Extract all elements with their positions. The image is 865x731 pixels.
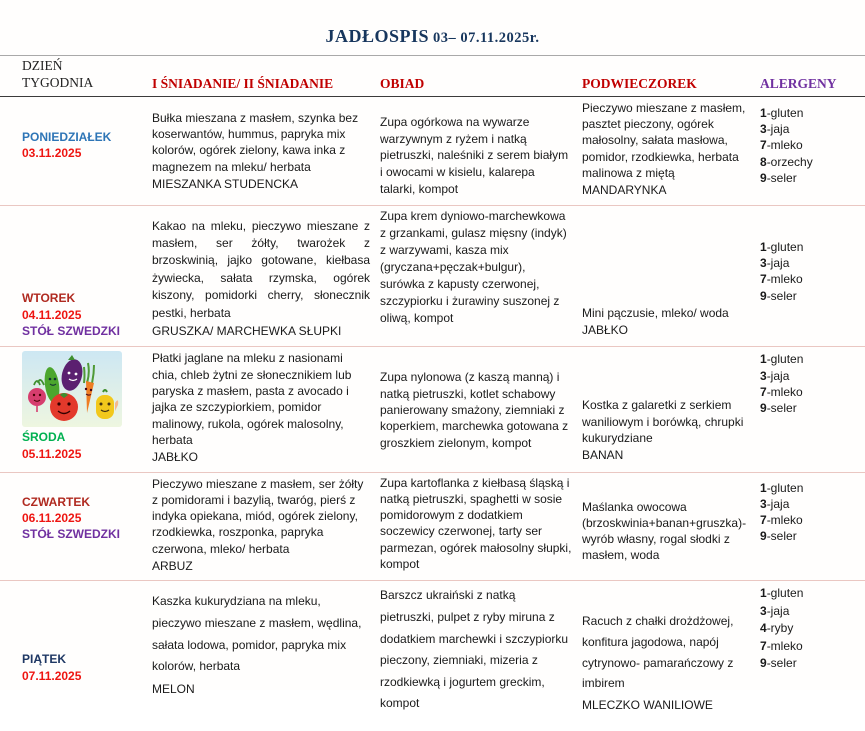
allergen-item: 3-jaja (760, 122, 790, 137)
breakfast-cell (152, 581, 380, 731)
day-note: STÓŁ SZWEDZKI (22, 324, 120, 339)
allergens-cell (760, 581, 865, 731)
allergens-cell (760, 473, 865, 581)
vegetables-image (22, 351, 122, 427)
allergen-item: 7-mleko (760, 638, 803, 653)
snack-text: Maślanka owocowa (brzoskwinia+banan+gruszka)- wyrób własny, rogal słodki z masłem, woda (582, 499, 747, 563)
allergen-item: 3-jaja (760, 255, 790, 270)
lunch-text: Zupa krem dyniowo-marchewkowa z grzankami, gulasz mięsny (indyk) z warzywami, kasza mix (gryczana+pęczak+bulgur), surówka z kapusty czerwonej, szczypiorku i żurawiny suszonej z oliwą, kompot (380, 208, 567, 325)
breakfast-text: Pieczywo mieszane z masłem, ser żółty z pomidorami i bazylią, twaróg, pierś z indyka opiekana, miód, ogórek zielony, rzodkiewka, roszponka, papryka czerwona, mleko/ herbata (152, 476, 364, 556)
lunch-cell (380, 206, 582, 347)
snack-fruit: JABŁKO (582, 323, 629, 338)
table-row-thursday (0, 473, 865, 582)
breakfast-fruit: GRUSZKA/ MARCHEWKA SŁUPKI (152, 323, 342, 338)
day-date: 04.11.2025 (22, 307, 82, 322)
snack-cell (582, 473, 760, 581)
table-row-wednesday (0, 347, 865, 472)
allergen-item: 9-seler (760, 655, 797, 670)
breakfast-cell (152, 473, 380, 581)
snack-text: Mini pączusie, mleko/ woda (582, 305, 729, 320)
snack-fruit: MANDARYNKA (582, 183, 667, 198)
allergen-item: 8-orzechy (760, 154, 813, 169)
lunch-cell (380, 581, 582, 731)
title-text: JADŁOSPIS (325, 26, 429, 46)
snack-text: Racuch z chałki drożdżowej, konfitura jagodowa, napój cytrynowo- pamarańczowy z imbirem (582, 614, 734, 691)
allergen-item: 3-jaja (760, 496, 790, 511)
day-date: 05.11.2025 (22, 446, 82, 461)
snack-cell (582, 347, 760, 471)
title-date-range: 03– 07.11.2025r. (432, 30, 540, 46)
lunch-text: Barszcz ukraiński z natką pietruszki, pulpet z ryby miruna z dodatkiem marchewki i szczypiorku pieczony, ziemniaki, mizeria z rzodkiewką i jogurtem greckim, kompot (380, 588, 569, 711)
day-cell (0, 206, 152, 347)
allergen-item: 1-gluten (760, 352, 804, 367)
allergen-item: 7-mleko (760, 138, 803, 153)
lunch-text: Zupa kartoflanka z kiełbasą śląską i natką pietruszki, spaghetti w sosie pomidorowym z dodatkiem soczewicy czerwonej, tarty ser parmezan, ogórek małosolny słupki, kompot (380, 475, 572, 572)
day-cell (0, 581, 152, 731)
allergen-item: 7-mleko (760, 384, 803, 399)
column-header-lunch: OBIAD (380, 75, 425, 91)
day-date: 03.11.2025 (22, 146, 82, 161)
snack-cell (582, 581, 760, 731)
lunch-cell (380, 97, 582, 205)
lunch-text: Zupa ogórkowa na wywarze warzywnym z ryżem i natką pietruszki, naleśniki z serem białym i owocami w kisielu, kalarepa talarki, kompot (380, 114, 569, 196)
snack-text: Pieczywo mieszane z masłem, pasztet pieczony, ogórek małosolny, sałata masłowa, pomidor, rzodkiewka, herbata malinowa z miętą (582, 100, 746, 180)
snack-cell (582, 206, 760, 347)
breakfast-fruit: MELON (152, 681, 195, 696)
breakfast-cell (152, 206, 380, 347)
breakfast-fruit: MIESZANKA STUDENCKA (152, 177, 299, 191)
day-name: CZWARTEK (22, 494, 90, 509)
snack-fruit: MLECZKO WANILIOWE (582, 697, 713, 712)
lunch-cell (380, 347, 582, 471)
allergens-cell (760, 347, 865, 471)
column-header-day: DZIEŃ TYGODNIA (22, 58, 94, 90)
allergen-item: 9-seler (760, 401, 797, 416)
table-row-friday (0, 581, 865, 731)
day-name: ŚRODA (22, 430, 66, 445)
breakfast-text: Kakao na mleku, pieczywo mieszane z masłem, ser żółty, twarożek z brzoskwinią, jajko gotowane, kiełbasa żywiecka, sałata rzymska, ogórek kiszony, pomidorki cherry, słonecznik pestki, herbata (152, 218, 370, 320)
breakfast-text: Kaszka kukurydziana na mleku, pieczywo mieszane z masłem, wędlina, sałata lodowa, pomidor, papryka mix kolorów, herbata (152, 594, 362, 674)
allergen-item: 9-seler (760, 171, 797, 185)
breakfast-text: Bułka mieszana z masłem, szynka bez koserwantów, hummus, papryka mix kolorów, ogórek zielony, kawa inka z magnezem na mleku/ herbata (152, 110, 359, 174)
table-row-tuesday (0, 206, 865, 348)
allergen-item: 3-jaja (760, 368, 790, 383)
snack-fruit: BANAN (582, 448, 624, 463)
day-cell (0, 97, 152, 205)
column-header-snack: PODWIECZOREK (582, 75, 697, 91)
allergens-cell (760, 206, 865, 347)
breakfast-text: Płatki jaglane na mleku z nasionami chia, chleb żytni ze słonecznikiem lub paryska z masłem, pasta z avocado i jajka ze szczypiorkiem, pomidor malinowy, rukola, ogórek malosolny, herbata (152, 351, 352, 447)
day-note: STÓŁ SZWEDZKI (22, 527, 120, 542)
snack-cell (582, 97, 760, 205)
menu-table (0, 55, 865, 731)
allergen-item: 3-jaja (760, 603, 790, 618)
snack-text: Kostka z galaretki z serkiem waniliowym i borówką, chrupki kukurydziane (582, 398, 744, 445)
allergen-item: 1-gluten (760, 480, 804, 495)
day-name: PIĄTEK (22, 652, 67, 667)
column-header-breakfast: I ŚNIADANIE/ II ŚNIADANIE (152, 75, 334, 91)
document-title (0, 0, 865, 47)
allergen-item: 9-seler (760, 529, 797, 544)
breakfast-cell (152, 97, 380, 205)
column-header-allergens: ALERGENY (760, 75, 837, 91)
table-header-row (0, 56, 865, 97)
allergen-item: 1-gluten (760, 105, 804, 120)
day-date: 07.11.2025 (22, 668, 82, 683)
table-row-monday (0, 97, 865, 206)
day-date: 06.11.2025 (22, 510, 82, 525)
allergen-item: 7-mleko (760, 513, 803, 528)
allergens-cell (760, 97, 865, 205)
day-cell (0, 347, 152, 471)
allergen-item: 7-mleko (760, 272, 803, 287)
breakfast-cell (152, 347, 380, 471)
allergen-item: 4-ryby (760, 621, 794, 636)
day-name: PONIEDZIAŁEK (22, 129, 112, 144)
day-name: WTOREK (22, 291, 76, 306)
lunch-cell (380, 473, 582, 581)
allergen-item: 1-gluten (760, 586, 804, 601)
lunch-text: Zupa nylonowa (z kaszą manną) i natką pietruszki, kotlet schabowy panierowany smażony, ziemniaki z koperkiem, marchewka gotowana z groszkiem zielonym, kompot (380, 370, 569, 450)
breakfast-fruit: ARBUZ (152, 559, 193, 574)
allergen-item: 9-seler (760, 288, 797, 303)
breakfast-fruit: JABŁKO (152, 450, 199, 465)
day-cell (0, 473, 152, 581)
allergen-item: 1-gluten (760, 239, 804, 254)
